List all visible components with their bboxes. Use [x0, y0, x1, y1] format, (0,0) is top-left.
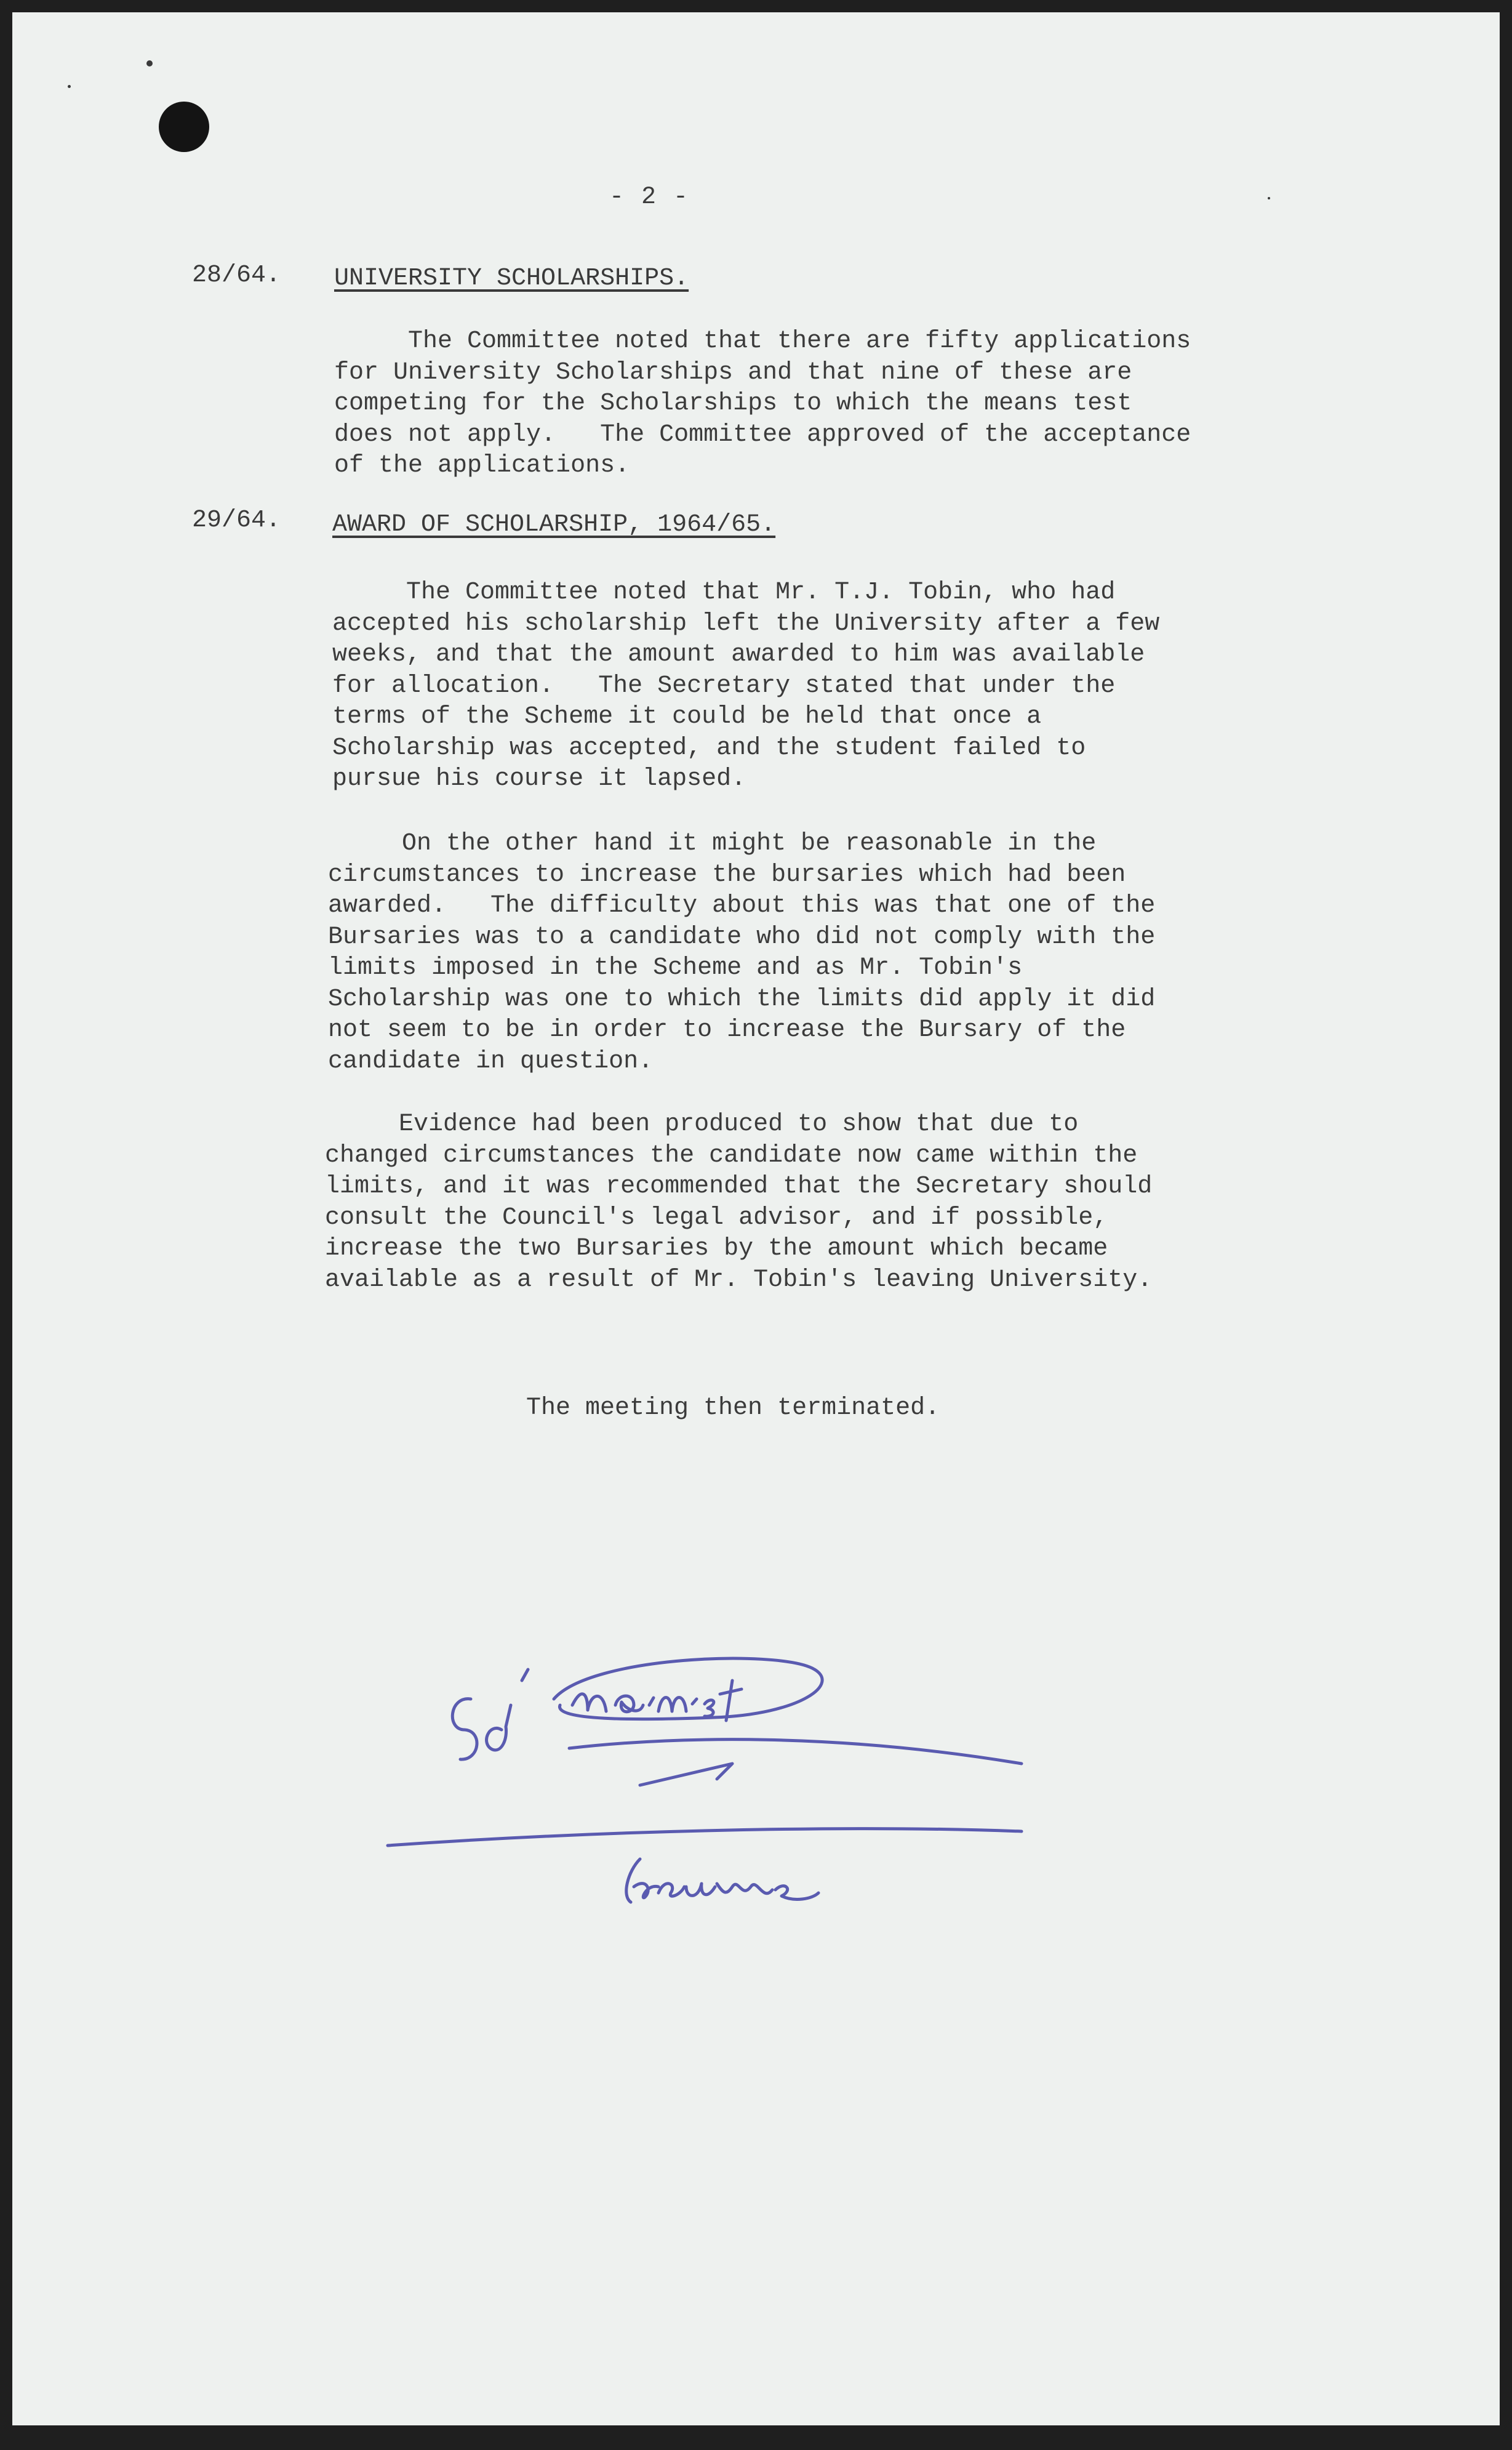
minute-paragraph: The Committee noted that there are fifty applications for University Scholarships and that nine of these are competing for the Scholarships to which the means test does not apply. The Committee approved of the acceptance of the applications.	[334, 327, 1191, 480]
minute-paragraph: Evidence had been produced to show that due to changed circumstances the candidate now came within the limits, and it was recommended that the Secretary should consult the Council's legal advisor, and if possible, increase the two Bursaries by the amount which became available as a result of Mr. Tobin's leaving University.	[325, 1111, 1153, 1294]
minute-title: UNIVERSITY SCHOLARSHIPS.	[334, 265, 689, 292]
page-number: - 2 -	[609, 183, 690, 211]
punch-hole	[159, 102, 209, 152]
paper-speck	[68, 85, 71, 88]
minute-paragraph: On the other hand it might be reasonable in the circumstances to increase the bursaries which had been awarded. The difficulty about this was that one of the Bursaries was to a candidate who did not comply with the limits imposed in the Scheme and as Mr. Tobin's Scholarship was one to which the limits did apply it did not seem to be in order to increase the Bursary of the candidate in question.	[328, 830, 1156, 1075]
minute-number: 29/64.	[192, 507, 281, 534]
minute-paragraph: The Committee noted that Mr. T.J. Tobin, who had accepted his scholarship left the University after a few weeks, and that the amount awarded to him was available for allocation. The Secretary stated that under the terms of the Scheme it could be held that once a Scholarship was accepted, and the student failed to pursue his course it lapsed.	[332, 579, 1160, 793]
closing-statement: The meeting then terminated.	[526, 1394, 940, 1422]
minute-number: 28/64.	[192, 262, 281, 289]
paper-speck	[146, 60, 153, 66]
signature	[369, 1613, 1046, 1933]
document-page	[12, 12, 1500, 2425]
minute-title: AWARD OF SCHOLARSHIP, 1964/65.	[332, 511, 776, 539]
paper-speck	[1268, 197, 1270, 199]
